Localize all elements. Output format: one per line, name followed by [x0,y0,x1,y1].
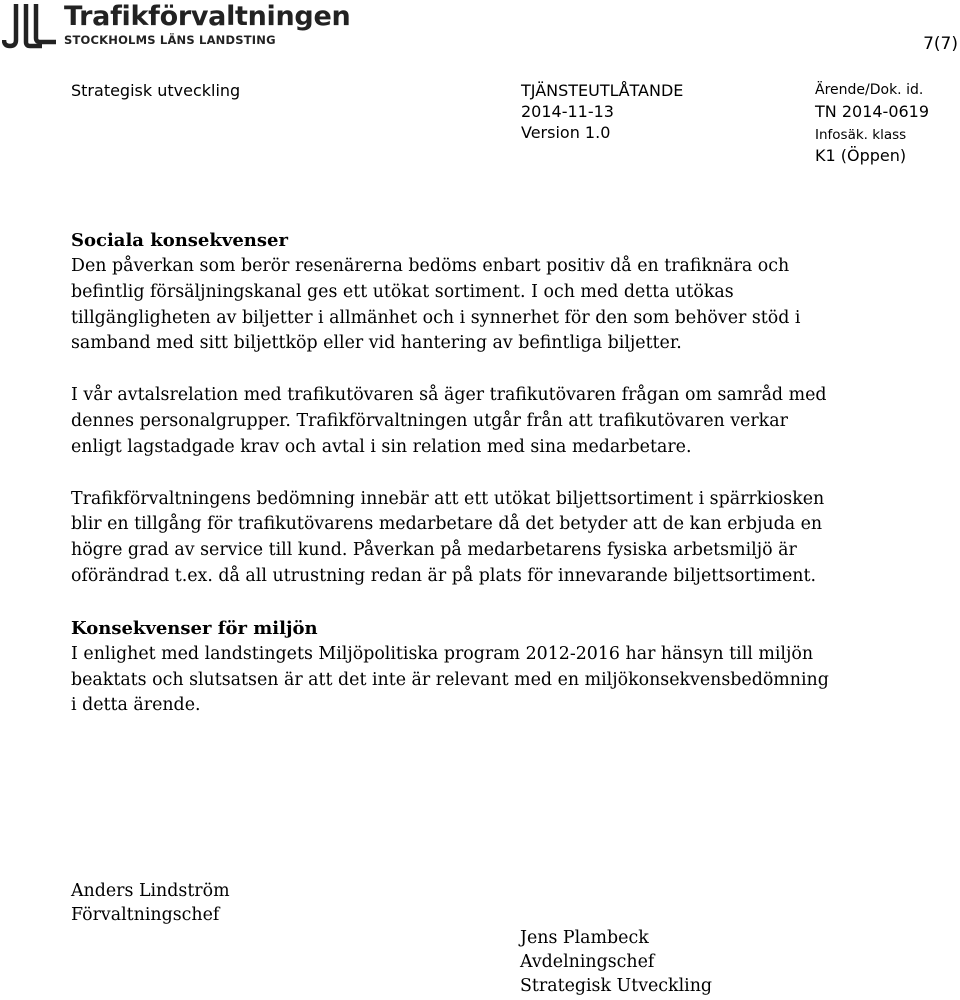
signer-1-title: Förvaltningschef [71,905,220,925]
case-label: Ärende/Dok. id. [815,82,924,98]
social-paragraph-3: Trafikförvaltningens bedömning innebär att ett utökat biljettsortiment i spärrkiosken blir en tillgång för trafikutövarens medarbetare då det betyder att de kan erbjuda en högre grad av service till kund. Påverkan på medarbetarens fysiska arbetsmiljö är oförändrad t.ex. då all utrustning redan är på plats för innevarande biljettsortiment. [71,488,825,586]
social-paragraph-1: Den påverkan som berör resenärerna bedöms enbart positiv då en trafiknära och befintlig försäljningskanal ges ett utökat sortiment. I och med detta utökas tillgängligheten av biljetter i allmänhet och i synnerhet för den som behöver stöd i samband med sitt biljettköp eller vid hantering av befintliga biljetter. [71,256,801,354]
environment-heading: Konsekvenser för miljön [71,617,318,639]
document-version: Version 1.0 [521,123,611,142]
department: Strategisk utveckling [71,81,241,100]
classification-value: K1 (Öppen) [815,146,907,165]
page-number: 7(7) [923,34,958,54]
case-info [815,80,929,166]
document-date: 2014-11-13 [521,102,614,121]
signer-2-department: Strategisk Utveckling [520,976,713,996]
social-paragraph-2: I vår avtalsrelation med trafikutövaren så äger trafikutövaren frågan om samråd med dennes personalgrupper. Trafikförvaltningen utgår från att trafikutövaren verkar enligt lagstadgade krav och avtal i sin relation med sina medarbetare. [71,385,827,457]
signature-block-1 [71,879,230,927]
logo-name: Trafikförvaltningen [64,1,351,32]
document-body [71,228,831,719]
signer-2-title: Avdelningschef [520,952,655,972]
department-label [71,80,240,101]
signer-2-name: Jens Plambeck [520,928,649,948]
document-type: TJÄNSTEUTLÅTANDE [521,81,684,100]
logo-subtitle: STOCKHOLMS LÄNS LANDSTING [64,33,276,47]
social-heading: Sociala konsekvenser [71,230,288,251]
signer-1-name: Anders Lindström [71,881,230,901]
logo-mark-icon [2,2,58,50]
document-info [521,80,683,143]
organization-logo [2,2,350,52]
environment-paragraph: I enlighet med landstingets Miljöpolitiska program 2012-2016 har hänsyn till miljön beaktats och slutsatsen är att det inte är relevant med en miljökonsekvensbedömning i detta ärende. [71,643,829,716]
signature-block-2 [520,926,712,998]
case-id: TN 2014-0619 [815,102,930,121]
classification-label: Infosäk. klass [815,127,907,143]
